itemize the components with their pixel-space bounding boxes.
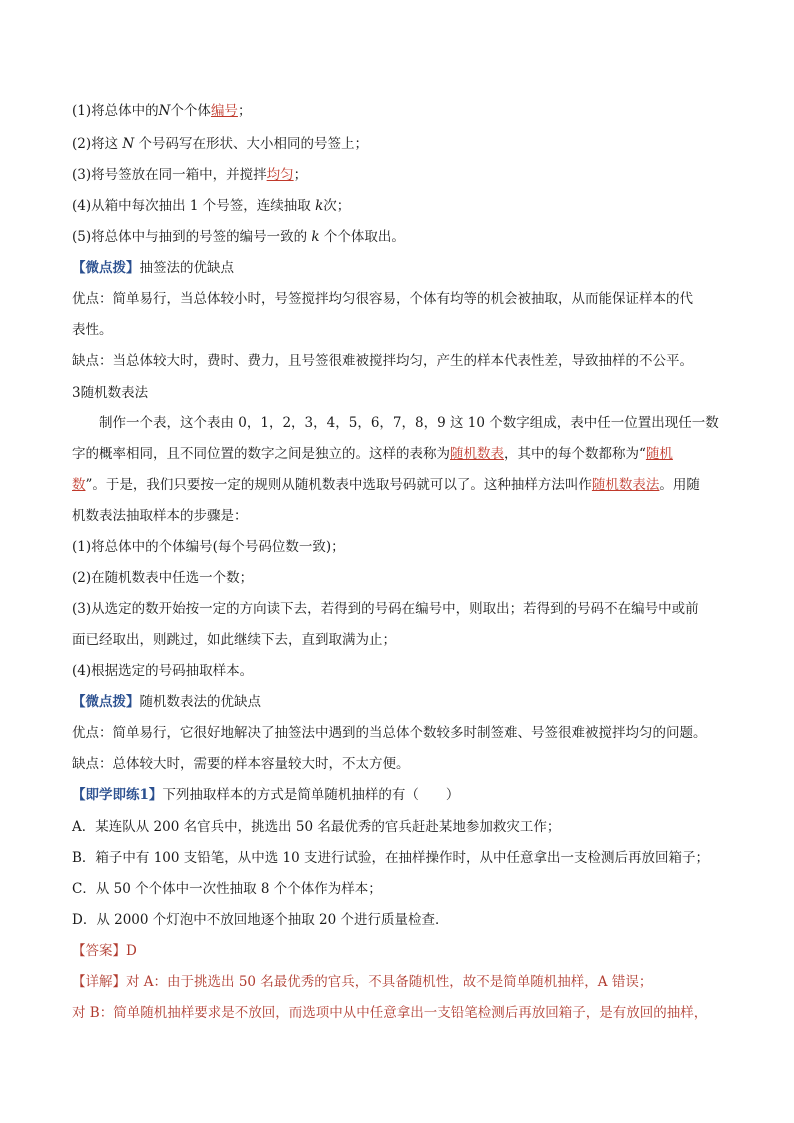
- table-cons: 缺点：总体较大时，需要的样本容量较大时，不太方便。: [72, 756, 410, 772]
- para-line-1: 制作一个表，这个表由 0，1，2，3，4，5，6，7，8，9 这 10 个数字组成，表中任一位置出现任一数: [99, 415, 719, 431]
- detail-line-1: 【详解】对 A：由于挑选出 50 名最优秀的官兵，不具备随机性，故不是简单随机抽样，A 错误；: [72, 974, 653, 990]
- lottery-step-2: (2)将这 N 个号码写在形状、大小相同的号签上；: [72, 136, 369, 152]
- option-c: C．从 50 个个体中一次性抽取 8 个个体作为样本；: [72, 881, 382, 897]
- table-step-4: (4)根据选定的号码抽取样本。: [72, 663, 254, 679]
- table-step-3-cont: 面已经取出，则跳过，如此继续下去，直到取满为止；: [72, 632, 396, 648]
- answer: 【答案】D: [72, 943, 137, 959]
- answer-tag: 【答案】: [72, 943, 126, 959]
- note-random-table: 【微点拨】随机数表法的优缺点: [72, 694, 261, 710]
- para-line-4: 机数表法抽取样本的步骤是：: [72, 508, 248, 524]
- lottery-step-1: (1)将总体中的N个个体编号；: [72, 103, 252, 119]
- note-tag: 【微点拨】: [72, 694, 140, 710]
- option-a: A．某连队从 200 名官兵中，挑选出 50 名最优秀的官兵赶赴某地参加救灾工作；: [72, 819, 561, 835]
- para-line-3: 数”。于是，我们只要按一定的规则从随机数表中选取号码就可以了。这种抽样方法叫作随机数表法。用随: [72, 477, 700, 493]
- table-step-1: (1)将总体中的个体编号(每个号码位数一致)；: [72, 539, 345, 555]
- detail-tag: 【详解】: [72, 974, 126, 990]
- note-lottery: 【微点拨】抽签法的优缺点: [72, 260, 234, 276]
- lottery-step-4: (4)从箱中每次抽出 1 个号签，连续抽取 k次；: [72, 198, 351, 214]
- para-line-2: 字的概率相同，且不同位置的数字之间是独立的。这样的表称为随机数表，其中的每个数都称为“随机: [72, 446, 673, 462]
- table-step-3: (3)从选定的数开始按一定的方向读下去，若得到的号码在编号中，则取出；若得到的号码不在编号中或前: [72, 601, 699, 617]
- lottery-step-5: (5)将总体中与抽到的号签的编号一致的 k 个个体取出。: [72, 229, 405, 245]
- option-d: D．从 2000 个灯泡中不放回地逐个抽取 20 个进行质量检查．: [72, 912, 449, 928]
- note-tag: 【微点拨】: [72, 260, 140, 276]
- lottery-step-3: (3)将号签放在同一箱中，并搅拌均匀；: [72, 167, 308, 183]
- exercise-question: 【即学即练1】下列抽取样本的方式是简单随机抽样的有（ ）: [72, 787, 460, 803]
- section-heading-random-table: 3随机数表法: [72, 385, 149, 401]
- lottery-pros-line-2: 表性。: [72, 322, 113, 338]
- option-b: B．箱子中有 100 支铅笔，从中选 10 支进行试验，在抽样操作时，从中任意拿出一支检测后再放回箱子；: [72, 850, 710, 866]
- lottery-cons: 缺点：当总体较大时，费时、费力，且号签很难被搅拌均匀，产生的样本代表性差，导致抽样的不公平。: [72, 353, 693, 369]
- exercise-tag: 【即学即练1】: [72, 787, 163, 803]
- detail-line-2: 对 B：简单随机抽样要求是不放回，而选项中从中任意拿出一支铅笔检测后再放回箱子，是有放回的抽样，: [72, 1005, 708, 1021]
- lottery-pros-line-1: 优点：简单易行，当总体较小时，号签搅拌均匀很容易，个体有均等的机会被抽取，从而能保证样本的代: [72, 291, 693, 307]
- table-step-2: (2)在随机数表中任选一个数；: [72, 570, 254, 586]
- table-pros: 优点：简单易行，它很好地解决了抽签法中遇到的当总体个数较多时制签难、号签很难被搅拌均匀的问题。: [72, 725, 707, 741]
